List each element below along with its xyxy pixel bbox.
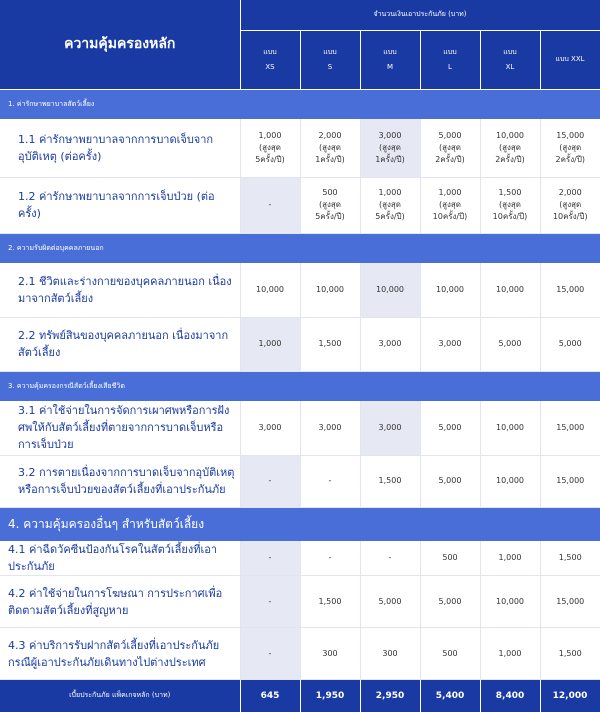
cell: 1,500 <box>360 455 420 507</box>
cell: - <box>360 541 420 576</box>
cell: - <box>240 628 300 680</box>
premium-row <box>0 680 600 712</box>
table-title: ความคุ้มครองหลัก <box>0 0 240 89</box>
table-row <box>0 119 600 177</box>
cell: 2,000 (สูงสุด 10ครั้ง/ปี) <box>540 177 600 233</box>
cell: 10,000 <box>480 263 540 317</box>
plan-prefix: แบบ <box>503 47 517 56</box>
header-row <box>0 0 600 30</box>
premium-value: 2,950 <box>360 680 420 712</box>
plan-header-xl <box>480 30 540 89</box>
section-row <box>0 233 600 263</box>
cell: 3,000 <box>240 401 300 455</box>
premium-value: 1,950 <box>300 680 360 712</box>
cell: 1,500 <box>300 576 360 628</box>
cell: 3,000 <box>300 401 360 455</box>
cell: 1,000 (สูงสุด 5ครั้ง/ปี) <box>360 177 420 233</box>
premium-label: เบี้ยประกันภัย แพ็คเกจหลัก (บาท) <box>0 680 240 712</box>
table-row <box>0 576 600 628</box>
row-label: 3.1 ค่าใช้จ่ายในการจัดการเผาศพหรือการฝังศพให้กับสัตว์เลี้ยงที่ตายจากการบาดเจ็บหรือการเจ็บป่วย <box>0 401 240 455</box>
plan-prefix: แบบ <box>443 47 457 56</box>
plan-header-s <box>300 30 360 89</box>
cell: 10,000 (สูงสุด 2ครั้ง/ปี) <box>480 119 540 177</box>
row-label: 2.1 ชีวิตและร่างกายของบุคคลภายนอก เนื่องมาจากสัตว์เลี้ยง <box>0 263 240 317</box>
cell: 1,000 <box>240 317 300 371</box>
row-label: 4.1 ค่าฉีดวัคซีนป้องกันโรคในสัตว์เลี้ยงที่เอาประกันภัย <box>0 541 240 576</box>
row-label: 3.2 การตายเนื่องจากการบาดเจ็บจากอุบัติเหตุหรือการเจ็บป่วยของสัตว์เลี้ยงที่เอาประกันภัย <box>0 455 240 507</box>
cell: - <box>240 455 300 507</box>
cell: 5,000 <box>420 401 480 455</box>
section-title: 4. ความคุ้มครองอื่นๆ สำหรับสัตว์เลี้ยง <box>0 507 600 541</box>
table-row <box>0 177 600 233</box>
cell: 2,000 (สูงสุด 1ครั้ง/ปี) <box>300 119 360 177</box>
cell: 1,500 <box>540 541 600 576</box>
cell: 5,000 (สูงสุด 2ครั้ง/ปี) <box>420 119 480 177</box>
cell: 300 <box>360 628 420 680</box>
premium-value: 645 <box>240 680 300 712</box>
plan-header-xxl <box>540 30 600 89</box>
sum-insured-header: จำนวนเงินเอาประกันภัย (บาท) <box>240 0 600 30</box>
cell: 15,000 (สูงสุด 2ครั้ง/ปี) <box>540 119 600 177</box>
cell: 10,000 <box>360 263 420 317</box>
table-row <box>0 455 600 507</box>
section-row <box>0 371 600 401</box>
table-row <box>0 541 600 576</box>
cell: 1,500 <box>300 317 360 371</box>
cell: 10,000 <box>480 401 540 455</box>
cell: 5,000 <box>360 576 420 628</box>
row-label: 2.2 ทรัพย์สินของบุคคลภายนอก เนื่องมาจากสัตว์เลี้ยง <box>0 317 240 371</box>
plan-prefix: แบบ <box>383 47 397 56</box>
cell: 15,000 <box>540 455 600 507</box>
section-title: 1. ค่ารักษาพยาบาลสัตว์เลี้ยง <box>0 89 600 119</box>
section-title: 3. ความคุ้มครองกรณีสัตว์เลี้ยงเสียชีวิต <box>0 371 600 401</box>
section-row <box>0 89 600 119</box>
cell: 500 (สูงสุด 5ครั้ง/ปี) <box>300 177 360 233</box>
section-row <box>0 507 600 541</box>
cell: 5,000 <box>480 317 540 371</box>
row-label: 1.2 ค่ารักษาพยาบาลจากการเจ็บป่วย (ต่อครั้ง) <box>0 177 240 233</box>
table-row <box>0 263 600 317</box>
cell: 15,000 <box>540 401 600 455</box>
premium-value: 12,000 <box>540 680 600 712</box>
plan-code: L <box>448 62 452 71</box>
table-row <box>0 628 600 680</box>
cell: 500 <box>420 541 480 576</box>
cell: 5,000 <box>540 317 600 371</box>
cell: 1,000 (สูงสุด 10ครั้ง/ปี) <box>420 177 480 233</box>
cell: 3,000 <box>360 317 420 371</box>
cell: - <box>240 576 300 628</box>
plan-prefix: แบบ <box>263 47 277 56</box>
cell: - <box>300 541 360 576</box>
plan-code: XL <box>505 62 515 71</box>
cell: 5,000 <box>420 455 480 507</box>
plan-code: M <box>386 62 394 71</box>
cell: 10,000 <box>240 263 300 317</box>
plan-header-m <box>360 30 420 89</box>
cell: 10,000 <box>480 455 540 507</box>
plan-code: XS <box>265 62 275 71</box>
cell: - <box>240 177 300 233</box>
cell: 10,000 <box>300 263 360 317</box>
row-label: 4.3 ค่าบริการรับฝากสัตว์เลี้ยงที่เอาประกันภัย กรณีผู้เอาประกันภัยเดินทางไปต่างประเทศ <box>0 628 240 680</box>
premium-value: 8,400 <box>480 680 540 712</box>
cell: 3,000 <box>420 317 480 371</box>
section-title: 2. ความรับผิดต่อบุคคลภายนอก <box>0 233 600 263</box>
plan-header-xs <box>240 30 300 89</box>
premium-value: 5,400 <box>420 680 480 712</box>
cell: 1,000 <box>480 541 540 576</box>
cell: 3,000 (สูงสุด 1ครั้ง/ปี) <box>360 119 420 177</box>
cell: - <box>300 455 360 507</box>
plan-header-l <box>420 30 480 89</box>
cell: - <box>240 541 300 576</box>
table-row <box>0 401 600 455</box>
cell: 15,000 <box>540 263 600 317</box>
cell: 1,000 (สูงสุด 5ครั้ง/ปี) <box>240 119 300 177</box>
plan-code: S <box>327 62 333 71</box>
cell: 3,000 <box>360 401 420 455</box>
cell: 15,000 <box>540 576 600 628</box>
row-label: 4.2 ค่าใช้จ่ายในการโฆษณา การประกาศเพื่อติดตามสัตว์เลี้ยงที่สูญหาย <box>0 576 240 628</box>
table-row <box>0 317 600 371</box>
row-label: 1.1 ค่ารักษาพยาบาลจากการบาดเจ็บจากอุบัติเหตุ (ต่อครั้ง) <box>0 119 240 177</box>
cell: 5,000 <box>420 576 480 628</box>
plan-code: แบบ XXL <box>555 55 585 63</box>
cell: 10,000 <box>480 576 540 628</box>
cell: 300 <box>300 628 360 680</box>
cell: 1,500 (สูงสุด 10ครั้ง/ปี) <box>480 177 540 233</box>
cell: 10,000 <box>420 263 480 317</box>
cell: 500 <box>420 628 480 680</box>
cell: 1,500 <box>540 628 600 680</box>
plan-prefix: แบบ <box>323 47 337 56</box>
cell: 1,000 <box>480 628 540 680</box>
